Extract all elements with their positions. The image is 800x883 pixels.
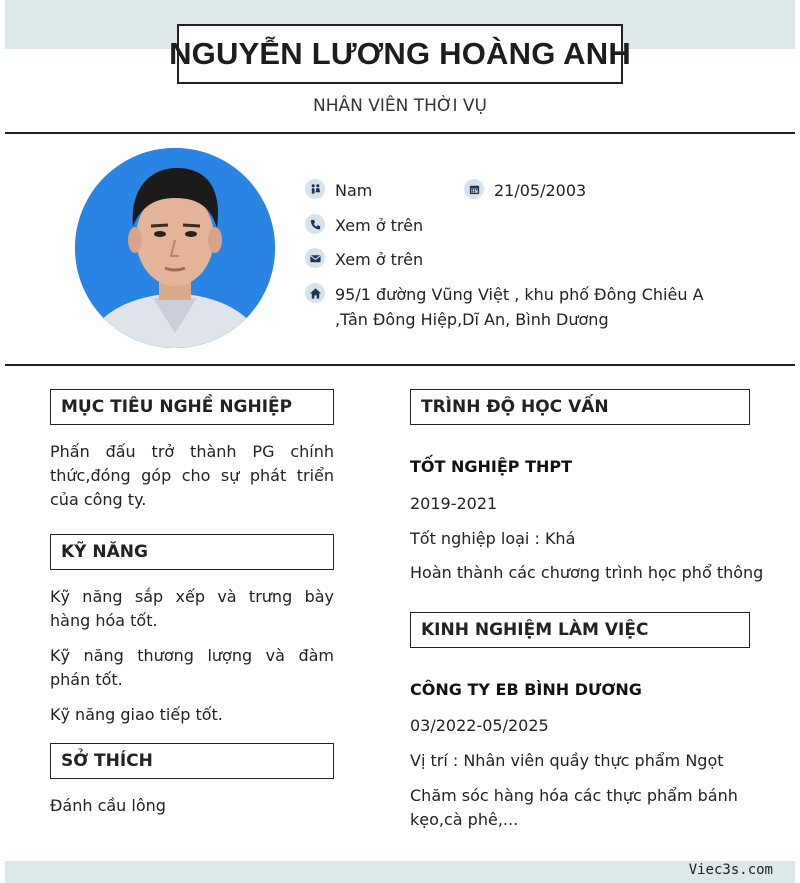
phone-value: Xem ở trên [335, 216, 424, 235]
education-heading [410, 389, 750, 425]
site-watermark[interactable]: Viec3s.com [688, 862, 773, 878]
experience-description: Chăm sóc hàng hóa các thực phẩm bánh kẹo,cà phê,... [410, 786, 738, 829]
education-grade: Tốt nghiệp loại : Khá [410, 529, 576, 548]
divider-middle [5, 364, 795, 366]
experience-position: Vị trí : Nhân viên quầy thực phẩm Ngọt [410, 751, 724, 770]
education-note: Hoàn thành các chương trình học phổ thông [410, 563, 764, 582]
gender-icon [305, 179, 325, 199]
calendar-icon [464, 179, 484, 199]
phone-icon [305, 214, 325, 234]
divider-top [5, 132, 795, 134]
home-icon [305, 283, 325, 303]
email-value: Xem ở trên [335, 250, 424, 269]
experience-company: CÔNG TY EB BÌNH DƯƠNG [410, 680, 642, 699]
job-title: NHÂN VIÊN THỜI VỤ [313, 96, 487, 116]
gender-value: Nam [335, 181, 373, 200]
hobbies-heading [50, 743, 334, 779]
experience-title: KINH NGHIỆM LÀM VIỆC [421, 620, 649, 640]
skills-heading [50, 534, 334, 570]
candidate-name: NGUYỄN LƯƠNG HOÀNG ANH [169, 36, 631, 71]
skill-item: Kỹ năng sắp xếp và trưng bày hàng hóa tốt. [50, 587, 334, 630]
experience-heading [410, 612, 750, 648]
skill-item: Kỹ năng giao tiếp tốt. [50, 705, 223, 724]
skill-item: Kỹ năng thương lượng và đàm phán tốt. [50, 646, 334, 689]
education-period: 2019-2021 [410, 494, 498, 513]
hobbies-title: SỞ THÍCH [61, 751, 153, 771]
skills-title: KỸ NĂNG [61, 542, 148, 562]
address-line-2: ,Tân Đông Hiệp,Dĩ An, Bình Dương [335, 310, 609, 329]
education-degree: TỐT NGHIỆP THPT [410, 457, 573, 476]
dob-value: 21/05/2003 [494, 181, 587, 200]
hobbies-text: Đánh cầu lông [50, 796, 166, 815]
email-icon [305, 248, 325, 268]
objective-text: Phấn đấu trở thành PG chính thức,đóng góp cho sự phát triển của công ty. [50, 442, 334, 509]
footer-band [5, 861, 795, 883]
name-box [169, 24, 631, 84]
address-line-1: 95/1 đường Vũng Việt , khu phố Đông Chiêu A [335, 285, 704, 304]
objective-title: MỤC TIÊU NGHỀ NGHIỆP [61, 397, 293, 417]
avatar [75, 148, 275, 348]
objective-heading [50, 389, 334, 425]
experience-period: 03/2022-05/2025 [410, 716, 549, 735]
education-title: TRÌNH ĐỘ HỌC VẤN [421, 397, 609, 417]
